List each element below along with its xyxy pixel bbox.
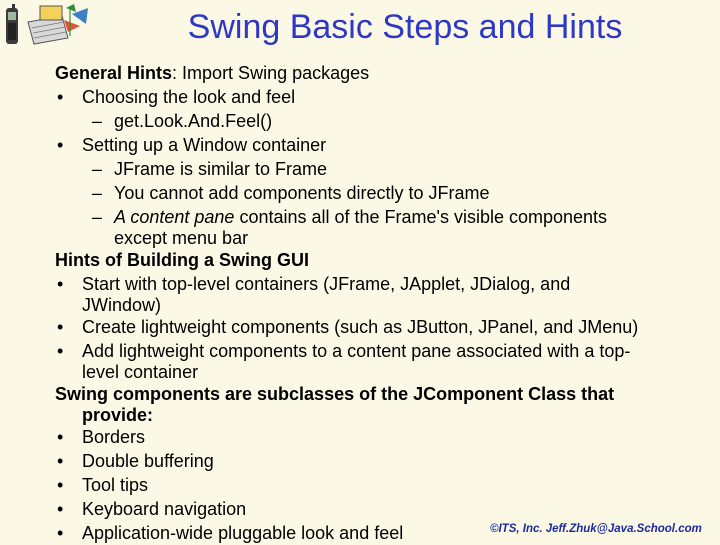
list-item: [55, 133, 715, 157]
page-title: Swing Basic Steps and Hints: [187, 8, 623, 46]
dash: –: [92, 183, 103, 203]
list-item-text: Tool tips: [82, 475, 149, 495]
sub-list-item-text: JFrame is similar to Frame: [114, 159, 328, 179]
list-item: [55, 315, 715, 339]
list-item-text: Add lightweight components to a content pane associated with a top-: [82, 341, 631, 361]
list-item: [55, 449, 715, 473]
sub-list-item: [55, 205, 715, 229]
bullet: •: [57, 523, 64, 543]
sub-list-item-text: contains all of the Frame's visible components: [234, 207, 608, 227]
bullet: •: [57, 274, 64, 294]
sub-list-item: [55, 157, 715, 181]
bullet: •: [57, 451, 64, 471]
dash: –: [92, 159, 103, 179]
list-item-text: Application-wide pluggable look and feel: [82, 523, 404, 543]
bullet: •: [57, 475, 64, 495]
list-item: [55, 425, 715, 449]
bullet: •: [57, 427, 64, 447]
general-hints-heading: General Hints: [55, 63, 173, 83]
hints-heading: Hints of Building a Swing GUI: [55, 250, 309, 270]
bullet: •: [57, 135, 64, 155]
dash: –: [92, 111, 103, 131]
sub-list-item-text: get.Look.And.Feel(): [114, 111, 273, 131]
list-item-text: Borders: [82, 427, 146, 447]
bullet: •: [57, 499, 64, 519]
sub-list-item: [55, 181, 715, 205]
content-pane-term: A content pane: [114, 207, 235, 227]
sub-list-item: [55, 109, 715, 133]
slide-body: [55, 61, 715, 545]
components-heading-continuation: provide:: [82, 405, 154, 425]
bullet: •: [57, 341, 64, 361]
list-item-text: Double buffering: [82, 451, 214, 471]
list-item: [55, 85, 715, 109]
bullet: •: [57, 317, 64, 337]
general-hints-rest: : Import Swing packages: [172, 63, 370, 83]
components-heading: Swing components are subclasses of the JComponent Class that: [55, 384, 615, 404]
sub-list-item-continuation: except menu bar: [114, 228, 249, 248]
list-item: [55, 497, 715, 521]
dash: –: [92, 207, 103, 227]
bullet: •: [57, 87, 64, 107]
list-item-text: Choosing the look and feel: [82, 87, 296, 107]
list-item-text: Start with top-level containers (JFrame, JApplet, JDialog, and: [82, 274, 571, 294]
copyright-footer: ©ITS, Inc. Jeff.Zhuk@Java.School.com: [490, 523, 702, 535]
list-item: [55, 339, 715, 363]
list-item-continuation: level container: [82, 362, 199, 382]
list-item-text: Keyboard navigation: [82, 499, 247, 519]
list-item-text: Create lightweight components (such as JButton, JPanel, and JMenu): [82, 317, 639, 337]
list-item: [55, 473, 715, 497]
sub-list-item-text: You cannot add components directly to JFrame: [114, 183, 490, 203]
list-item-text: Setting up a Window container: [82, 135, 327, 155]
general-hints-line: [55, 61, 715, 85]
phone-keyboard-logo-icon: [2, 2, 94, 48]
list-item: [55, 272, 715, 296]
list-item-continuation: JWindow): [82, 295, 162, 315]
